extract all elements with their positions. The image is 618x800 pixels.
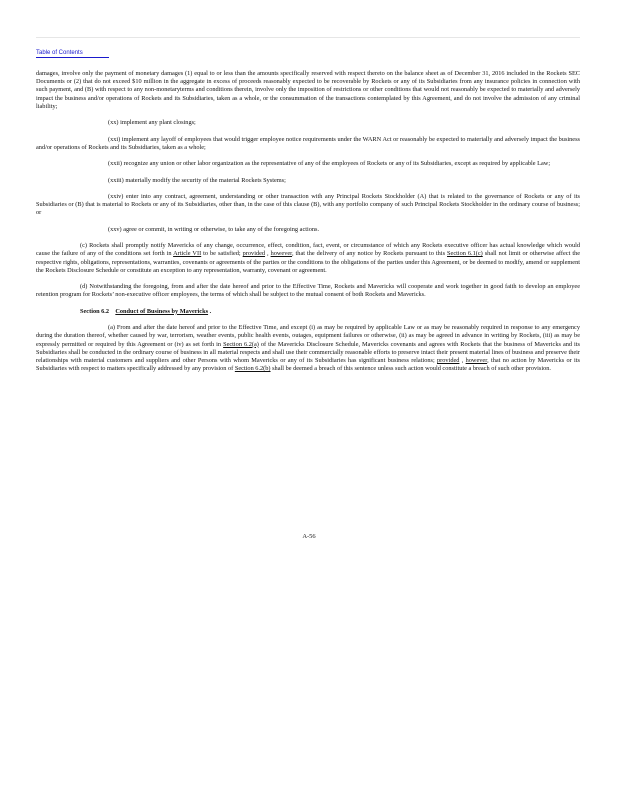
paragraph-c	[36, 242, 580, 275]
section-6-2-a-text-4: , that no action by Mavericks or its Subsidiaries with respect to matters specifically addressed by any provision of	[36, 356, 580, 373]
article-vii-link[interactable]: Article VII	[173, 250, 202, 258]
clause-xxii: (xxii) recognize any union or other labor organization as the representative of any of the employees of Rockets or any of its Subsidiaries, except as required by applicable Law;	[108, 160, 551, 168]
section-title-suffix: .	[208, 307, 212, 315]
clause-xxiii: (xxiii) materially modify the security of the material Rockets Systems;	[108, 176, 286, 184]
clause-xxiv: (xxiv) enter into any contract, agreement, understanding or other transaction with any Principal Rockets Stockholder (A) that is related to the governance of Rockets or any of its Subsidiaries or (B) that is material to Rockets or any of its Subsidiaries, other than, in the case of this clause (B), with any portfolio company of such Principal Rockets Stockholder in the ordinary course of business; or	[36, 192, 580, 217]
table-of-contents-link[interactable]: Table of Contents	[36, 49, 109, 58]
clause-xx: (xx) implement any plant closings;	[108, 119, 196, 127]
paragraph-c-text-3: ,	[265, 250, 271, 258]
section-6-1-c-link[interactable]: Section 6.1(c)	[447, 250, 483, 258]
paragraph-c-text-1: (c) Rockets shall promptly notify Mavericks of any change, occurrence, effect, condition, fact, event, or circumstance of which any Rockets executive officer has actual knowledge which would cause the failure of any of the conditions set forth in	[36, 242, 580, 258]
paragraph-c-text-2: to be satisfied;	[201, 250, 243, 258]
section-6-2-b-link[interactable]: Section 6.2(b)	[234, 365, 271, 373]
section-6-2-a-text-3: ,	[459, 356, 466, 364]
header-divider	[36, 37, 580, 38]
section-6-2-a-text-5: shall be deemed a breach of this sentence unless such action would constitute a breach of such other provision.	[270, 365, 552, 373]
section-6-2-a	[36, 324, 580, 373]
paragraph-d: (d) Notwithstanding the foregoing, from and after the date hereof and prior to the Effective Time, Rockets and Mavericks will cooperate and work together in good faith to develop an employee retention program for Rockets’ non-executive officer employees, the terms of which shall be subject to the mutual consent of both Rockets and Mavericks.	[36, 283, 580, 299]
page-number: A-56	[302, 533, 316, 540]
section-6-2-heading	[36, 308, 580, 316]
clause-xxi: (xxi) implement any layoff of employees that would trigger employee notice requirements under the WARN Act or reasonably be expected to materially and adversely impact the business and/or operations of Rockets and its Subsidiaries, taken as a whole;	[36, 135, 580, 151]
however-term: however	[270, 250, 293, 258]
section-6-2-a-link[interactable]: Section 6.2(a)	[223, 340, 259, 348]
document-body	[36, 70, 580, 382]
section-6-2-a-text-2: of the Mavericks Disclosure Schedule, Mavericks covenants and agrees with Rockets that the business of Mavericks and its Subsidiaries shall be conducted in the ordinary course of business in all material respects and shall use their commercially reasonable efforts to preserve intact their present material lines of business and preserve their relationships with material customers and suppliers and other Persons with whom Mavericks or any of its Subsidiaries has significant business relations;	[36, 340, 581, 364]
section-6-2-a-text-1: (a) From and after the date hereof and prior to the Effective Time, and except (i) as may be required by applicable Law or as may be reasonably required in response to any emergency during the duration thereof, whether caused by war, terrorism, weather events, public health events, outages, equipment failures or otherwise, (ii) as may be agreed in advance in writing by Rockets, (iii) as may be expressly permitted or required by this Agreement or (iv) as set forth in	[36, 324, 580, 348]
provided-term: provided	[242, 250, 266, 258]
paragraph-c-text-4: , that the delivery of any notice by Rockets pursuant to this	[292, 250, 448, 258]
section-number: Section 6.2	[80, 307, 110, 315]
continuation-paragraph: damages, involve only the payment of monetary damages (1) equal to or less than the amounts specifically reserved with respect thereto on the balance sheet as of December 31, 2016 included in the Rockets SEC Documents or (2) that do not exceed $10 million in the aggregate in excess of proceeds reasonably expected to be recoverable by Rockets or any of its Subsidiaries from any insurance policies in connection with such payment, and (B) with respect to any non-monetaryterms and conditions therein, involve only the imposition of restrictions or other conditions that would not reasonably be expected to materially and adversely impact the business and/or operations of Rockets and its Subsidiaries, taken as a whole, or the consummation of the transactions contemplated by this Agreement, and do not involve the admission of any criminal liability;	[36, 70, 580, 110]
section-title: Conduct of Business by Mavericks	[115, 307, 209, 315]
clause-xxv: (xxv) agree or commit, in writing or otherwise, to take any of the foregoing actions.	[108, 225, 320, 233]
however-term: however	[465, 356, 488, 364]
paragraph-c-text-5: shall not limit or otherwise affect the respective rights, obligations, representations, warranties, covenants or agreements of the parties or the conditions to the obligations of the parties under this Agreement, or be deemed to modify, amend or supplement the Rockets Disclosure Schedule or constitute an exception to any representation, warranty, covenant or agreement.	[36, 250, 581, 274]
provided-term: provided	[437, 356, 460, 364]
